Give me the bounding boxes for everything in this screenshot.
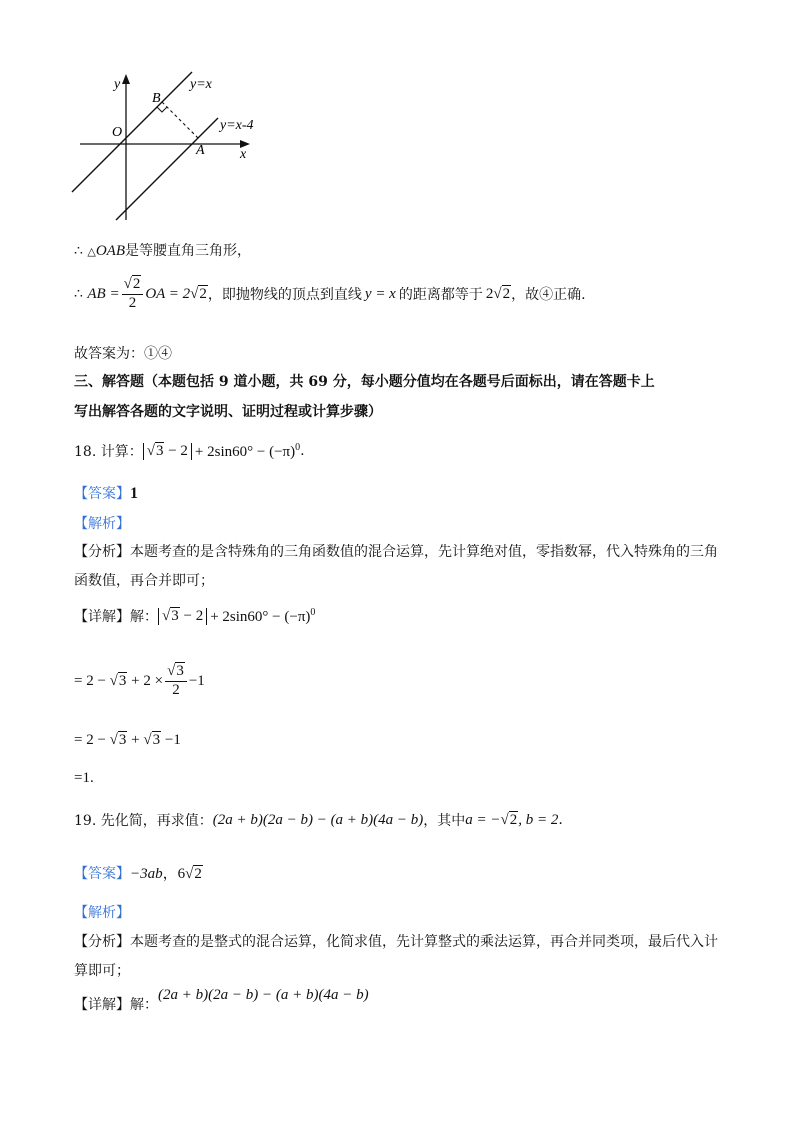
section3-heading-line2: 写出解答各题的文字说明、证明过程或计算步骤） bbox=[74, 404, 382, 420]
q18-question: 18. 计算： √3 − 2 + $2\sin 60^\circ - (-\pi)^0$ . bbox=[74, 441, 305, 460]
right-angle-mark bbox=[157, 107, 167, 112]
q19-answer: 【答案】−3ab，6√2 bbox=[74, 866, 202, 882]
conclusion-line-1: ∴ △OAB是等腰直角三角形， bbox=[74, 243, 252, 259]
line-y-eq-x bbox=[72, 72, 192, 192]
label-line1: y=x bbox=[190, 77, 212, 92]
q18-analysis-line1: 【分析】本题考查的是含特殊角的三角函数值的混合运算，先计算绝对值，零指数幂，代入特殊角的三角 bbox=[74, 544, 718, 560]
q18-step3: =1. bbox=[74, 770, 94, 786]
q19-analysis-line2: 算即可； bbox=[74, 963, 130, 979]
q19-analysis-tag: 【解析】 bbox=[74, 905, 130, 921]
answer-line: 故答案为：①④ bbox=[74, 346, 172, 362]
abs-value: √3 − 2 bbox=[143, 443, 192, 460]
label-o: O bbox=[112, 125, 123, 140]
segment-ab bbox=[162, 102, 198, 138]
label-x: x bbox=[240, 147, 247, 162]
section3-heading-line1: 三、解答题（本题包括 9 道小题，共 69 分，每小题分值均在各题号后面标出，请在答题卡上 bbox=[74, 374, 655, 390]
q18-step1: = 2 − √ 3 + 2 × $\frac{√3}{2}$ −1 bbox=[74, 663, 205, 698]
fraction-sqrt2-over-2: $\frac{√2}{2}$ bbox=[122, 276, 144, 312]
q18-answer: 【答案】1 bbox=[74, 485, 138, 502]
coordinate-figure bbox=[60, 66, 270, 226]
y-axis-arrow bbox=[122, 74, 130, 84]
conclusion-line-2: ∴ AB = $\frac{√2}{2}$ OA = 2 √2 ，即抛物线的顶点到直线 y = x 的距离都等于 2 √2 ，故④正确. bbox=[74, 276, 586, 311]
q19-detail: 【详解】 解： (2a + b)(2a − b) − (a + b)(4a − b) bbox=[74, 987, 369, 1013]
q18-detail: 【详解】 解： √3 − 2 + $2\sin 60^\circ - (-\pi)^0$ bbox=[74, 606, 316, 625]
q18-step2: = 2 − √3 + √3 −1 bbox=[74, 732, 181, 748]
label-a: A bbox=[196, 143, 205, 158]
label-y: y bbox=[114, 77, 121, 92]
q19-analysis-line1: 【分析】本题考查的是整式的混合运算，化简求值，先计算整式的乘法运算，再合并同类项，最后代入计 bbox=[74, 934, 718, 950]
label-b: B bbox=[152, 91, 161, 106]
q18-analysis-tag: 【解析】 bbox=[74, 516, 130, 532]
label-line2: y=x-4 bbox=[220, 118, 254, 133]
q19-question: 19. 先化简，再求值： (2a + b)(2a − b) − (a + b)(4a − b) ，其中 a = − √2 , b = 2 . bbox=[74, 811, 563, 829]
q18-analysis-line2: 函数值，再合并即可； bbox=[74, 573, 214, 589]
